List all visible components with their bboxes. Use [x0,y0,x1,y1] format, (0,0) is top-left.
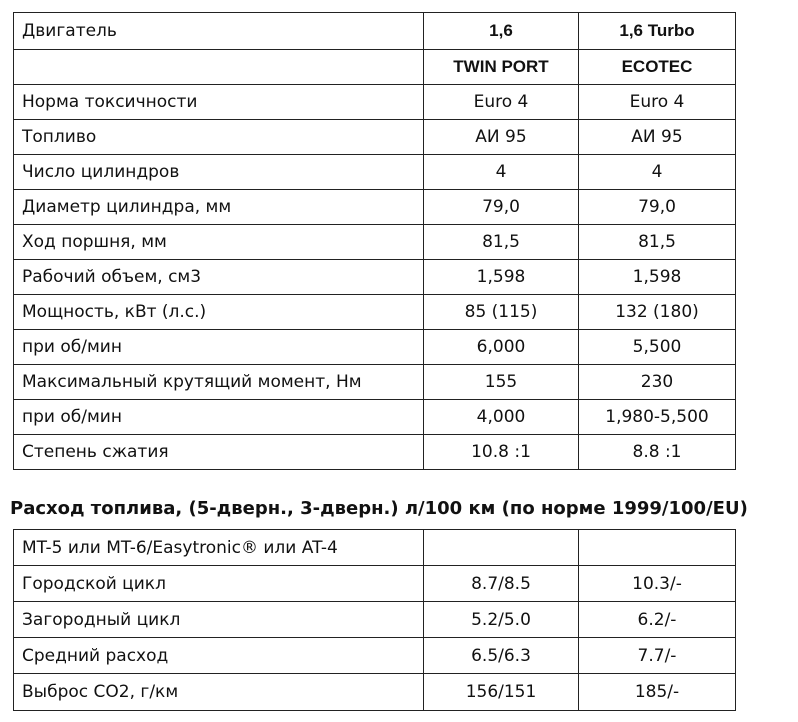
engine2-value: 230 [579,365,736,400]
engine2-value: 6.2/- [579,602,736,638]
row-label: Число цилиндров [14,155,424,190]
table-row [14,120,736,155]
engine2-value: 185/- [579,674,736,711]
row-label: Норма токсичности [14,85,424,120]
engine1-value: 85 (115) [424,295,579,330]
engine1-value: АИ 95 [424,120,579,155]
engine2-value: 5,500 [579,330,736,365]
table-row [14,602,736,638]
engine2-value: 132 (180) [579,295,736,330]
table-row [14,260,736,295]
engine1-type: TWIN PORT [424,50,579,85]
row-label: Мощность, кВт (л.с.) [14,295,424,330]
row-label: Рабочий объем, см3 [14,260,424,295]
engine2-value [579,530,736,566]
row-label: Ход поршня, мм [14,225,424,260]
row-label: Степень сжатия [14,435,424,470]
table-row [14,365,736,400]
engine1-value: 5.2/5.0 [424,602,579,638]
table-row [14,530,736,566]
fuel-consumption-table [13,529,736,711]
engine1-value: Euro 4 [424,85,579,120]
engine1-value: 6,000 [424,330,579,365]
engine2-value: 10.3/- [579,566,736,602]
engine1-value [424,530,579,566]
table-row [14,85,736,120]
engine2-value: 1,598 [579,260,736,295]
engine1-value: 81,5 [424,225,579,260]
engine-spec-table [13,12,736,470]
table-row [14,190,736,225]
engine1-value: 4,000 [424,400,579,435]
table-row [14,155,736,190]
table-row [14,225,736,260]
engine1-value: 8.7/8.5 [424,566,579,602]
engine1-value: 6.5/6.3 [424,638,579,674]
engine1-value: 155 [424,365,579,400]
engine2-value: 4 [579,155,736,190]
engine1-name: 1,6 [424,13,579,50]
table-row [14,330,736,365]
engine2-value: 79,0 [579,190,736,225]
row-label: Выброс CO2, г/км [14,674,424,711]
engine2-name: 1,6 Turbo [579,13,736,50]
table-row [14,566,736,602]
engine2-value: 8.8 :1 [579,435,736,470]
engine2-value: АИ 95 [579,120,736,155]
engine2-type: ECOTEC [579,50,736,85]
engine2-value: 7.7/- [579,638,736,674]
table-header-row [14,13,736,50]
table-row [14,435,736,470]
row-label: MT-5 или MT-6/Easytronic® или AT-4 [14,530,424,566]
table-row [14,638,736,674]
row-label: Городской цикл [14,566,424,602]
header-label: Двигатель [14,13,424,50]
table-row [14,295,736,330]
engine2-value: Euro 4 [579,85,736,120]
engine1-value: 1,598 [424,260,579,295]
engine2-value: 81,5 [579,225,736,260]
header-empty-cell [14,50,424,85]
row-label: при об/мин [14,330,424,365]
row-label: при об/мин [14,400,424,435]
row-label: Средний расход [14,638,424,674]
row-label: Максимальный крутящий момент, Нм [14,365,424,400]
engine1-value: 79,0 [424,190,579,225]
engine1-value: 156/151 [424,674,579,711]
table-row [14,674,736,711]
table-header-row [14,50,736,85]
table-row [14,400,736,435]
engine1-value: 10.8 :1 [424,435,579,470]
row-label: Диаметр цилиндра, мм [14,190,424,225]
engine2-value: 1,980-5,500 [579,400,736,435]
row-label: Загородный цикл [14,602,424,638]
engine1-value: 4 [424,155,579,190]
fuel-section-title: Расход топлива, (5-дверн., 3-дверн.) л/100 км (по норме 1999/100/EU) [10,498,748,519]
row-label: Топливо [14,120,424,155]
